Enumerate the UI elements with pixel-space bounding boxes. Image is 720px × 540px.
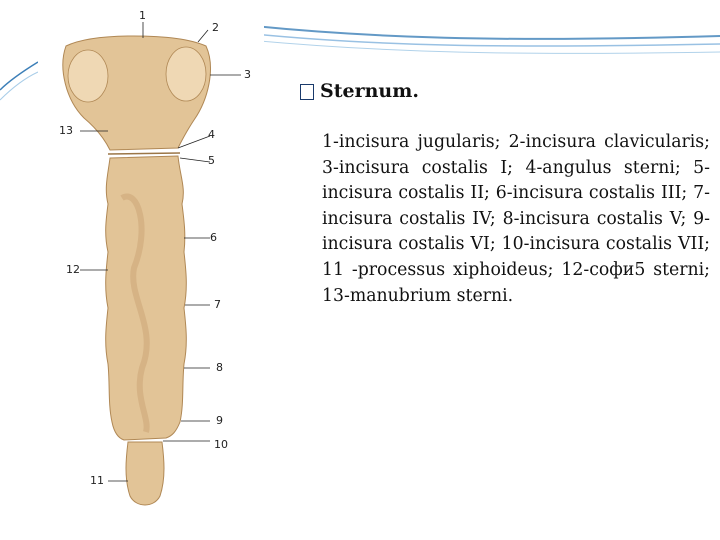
bullet-icon	[300, 84, 314, 100]
slide-body-text: 1-incisura jugularis; 2-incisura clavicularis; 3-incisura costalis I; 4-angulus sterni; 5-incisura costalis II; 6-incisura costalis III; 7-incisura costalis IV; 8-incisura costalis V; 9-incisura costalis VI; 10-incisura costalis VII; 11 -processus xiphoideus; 12-софи5 sterni; 13-manubrium sterni.	[322, 132, 710, 306]
figure-label-2: 2	[212, 21, 219, 34]
sternum-illustration	[38, 8, 264, 516]
figure-label-10: 10	[214, 438, 228, 451]
figure-label-3: 3	[244, 68, 251, 81]
figure-label-8: 8	[216, 361, 223, 374]
sternum-body-shape	[106, 156, 187, 440]
figure-label-7: 7	[214, 298, 221, 311]
figure-label-5: 5	[208, 154, 215, 167]
xiphoid-shape	[126, 442, 164, 505]
figure-label-1: 1	[139, 9, 146, 22]
sternum-figure	[38, 8, 264, 516]
slide-title	[300, 80, 708, 102]
figure-label-4: 4	[208, 128, 215, 141]
figure-label-6: 6	[210, 231, 217, 244]
title-block	[300, 80, 708, 120]
slide-title-text: Sternum.	[320, 80, 419, 102]
figure-label-12: 12	[66, 263, 80, 276]
figure-label-9: 9	[216, 414, 223, 427]
figure-label-13: 13	[59, 124, 73, 137]
figure-label-11: 11	[90, 474, 104, 487]
